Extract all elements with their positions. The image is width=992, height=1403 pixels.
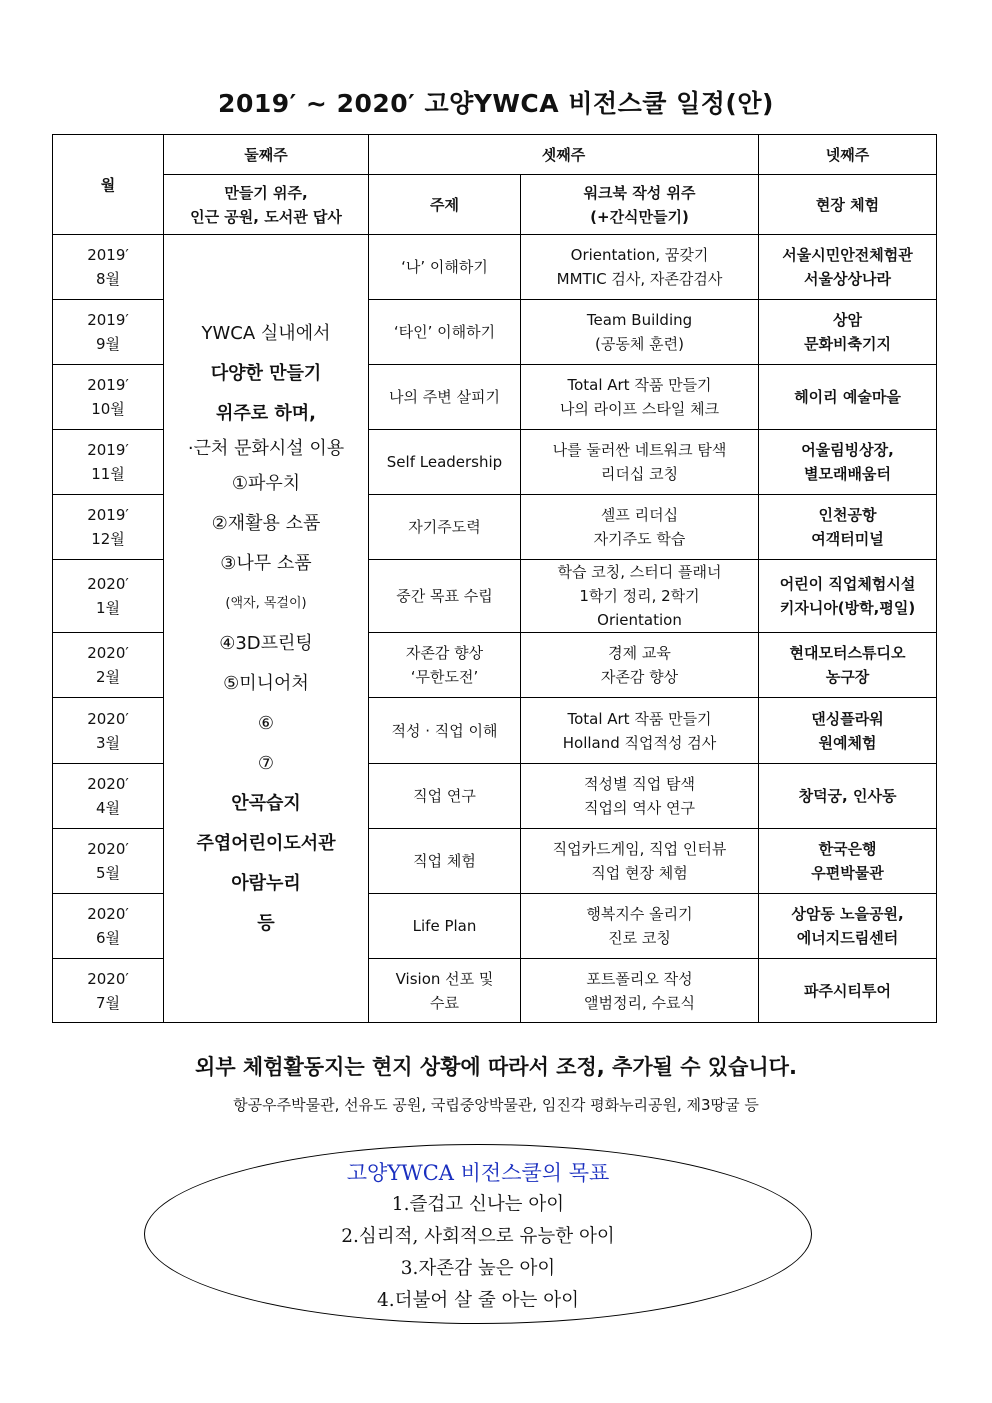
month-cell [53,698,164,764]
week2-content-line: ⑥ [257,712,275,734]
workbook-header-line: 워크북 작성 위주 [583,183,696,202]
week2-header: 둘째주 [164,135,369,175]
month-cell [53,764,164,829]
month-year: 2020′ [87,709,129,728]
workbook-line: 진로 코칭 [608,929,671,947]
workbook-line: Holland 직업적성 검사 [562,733,717,752]
month-year: 2019′ [87,506,129,524]
workbook-cell [521,633,759,698]
workbook-line: 1학기 정리, 2학기 [579,587,700,605]
field-cell [759,300,937,365]
month-year: 2020′ [87,575,129,593]
month-month: 11월 [91,465,125,483]
week4-header: 넷째주 [759,135,937,175]
field-line: 인천공항 [818,506,877,524]
field-line: 서울상상나라 [804,270,891,288]
month-year: 2019′ [87,441,129,459]
field-line: 헤이리 예술마을 [794,388,901,406]
topic-line: 직업 체험 [413,852,476,870]
field-header: 현장 체험 [759,175,937,235]
field-cell [759,764,937,829]
workbook-cell [521,430,759,495]
workbook-line: 셀프 리더십 [600,506,679,524]
field-line: 어울림빙상장, [801,441,894,459]
week2-content-line: ⑤미니어처 [223,672,309,694]
schedule-table [52,134,937,1023]
topic-cell [369,829,521,894]
topic-cell [369,235,521,300]
topic-line: Vision 선포 및 [395,969,494,988]
week2-content-line: 등 [257,912,275,934]
week3-header: 셋째주 [369,135,759,175]
field-line: 우편박물관 [811,864,884,882]
workbook-cell [521,235,759,300]
workbook-line: 자존감 향상 [600,668,679,686]
field-line: 파주시티투어 [804,981,891,1000]
week2-content-line: ①파우치 [231,472,301,494]
workbook-line: 포트폴리오 작성 [586,969,693,988]
week2-content-line: ②재활용 소품 [211,512,321,534]
month-year: 2020′ [87,905,129,923]
topic-line: 자존감 향상 [405,644,484,662]
month-cell [53,829,164,894]
week2-subheader-line: 만들기 위주, [224,183,308,202]
month-cell [53,235,164,300]
week2-content-line: 주엽어린이도서관 [196,832,336,854]
workbook-line: Total Art 작품 만들기 [567,709,712,728]
workbook-cell [521,829,759,894]
topic-line: 나의 주변 살피기 [389,388,500,406]
topic-cell [369,430,521,495]
workbook-cell [521,365,759,430]
week2-content-cell [164,235,369,1023]
month-cell [53,633,164,698]
field-line: 별모래배움터 [804,465,891,483]
week2-content-line: ③나무 소품 [220,552,312,574]
field-line: 키자니아(방학,평일) [779,599,916,617]
workbook-line: MMTIC 검사, 자존감검사 [556,270,723,288]
workbook-line: 나의 라이프 스타일 체크 [559,400,720,418]
month-month: 12월 [91,530,125,548]
topic-line: 적성 · 직업 이해 [391,721,498,740]
week2-content-line: 아람누리 [231,872,301,894]
topic-cell [369,633,521,698]
field-line: 에너지드림센터 [796,929,899,947]
field-line: 원예체험 [818,733,877,752]
workbook-cell [521,300,759,365]
field-cell [759,365,937,430]
week2-subheader [164,175,369,235]
goal-item: 2.심리적, 사회적으로 유능한 아이 [341,1226,615,1247]
topic-cell [369,495,521,560]
month-year: 2020′ [87,644,129,662]
field-cell [759,959,937,1023]
month-year: 2019′ [87,376,129,394]
topic-line: 자기주도력 [408,518,481,536]
month-cell [53,365,164,430]
goal-item: 4.더불어 살 줄 아는 아이 [376,1290,579,1311]
workbook-line: 직업 현장 체험 [591,864,688,882]
month-year: 2020′ [87,775,129,793]
field-cell [759,698,937,764]
workbook-line: Total Art 작품 만들기 [567,376,712,394]
workbook-line: 경제 교육 [608,644,671,662]
field-line: 어린이 직업체험시설 [779,575,916,593]
month-year: 2019′ [87,246,129,264]
field-line: 현대모터스튜디오 [789,644,906,662]
workbook-line: 리더십 코칭 [600,465,679,483]
goals-title: 고양YWCA 비전스쿨의 목표 [346,1161,610,1185]
month-cell [53,495,164,560]
week2-content-line: 다양한 만들기 [210,362,322,384]
month-month: 6월 [95,929,121,947]
topic-cell [369,894,521,959]
field-line: 상암동 노을공원, [791,905,904,923]
field-cell [759,430,937,495]
month-month: 9월 [95,335,121,353]
workbook-line: 학습 코칭, 스터디 플래너 [557,563,722,581]
month-month: 5월 [95,864,121,882]
workbook-line: Orientation, 꿈갖기 [570,246,709,264]
topic-line: Self Leadership [386,453,503,471]
topic-cell [369,300,521,365]
field-cell [759,633,937,698]
workbook-header [521,175,759,235]
workbook-line: 앨범정리, 수료식 [584,993,695,1012]
workbook-line: (공동체 훈련) [595,335,684,353]
month-month: 8월 [95,270,121,288]
topic-line: 중간 목표 수립 [396,587,493,605]
goal-item: 1.즐겁고 신나는 아이 [391,1194,565,1215]
month-header: 월 [53,135,164,235]
workbook-cell [521,560,759,633]
table-row [53,235,937,300]
topic-cell [369,764,521,829]
field-line: 상암 [833,311,862,329]
field-line: 댄싱플라워 [811,709,884,728]
topic-cell [369,698,521,764]
workbook-line: Team Building [586,311,693,329]
topic-line: 직업 연구 [413,787,476,805]
field-line: 문화비축기지 [804,335,891,353]
month-month: 4월 [95,799,121,817]
month-month: 10월 [91,400,125,418]
week2-subheader-line: 인근 공원, 도서관 답사 [190,207,342,226]
topic-line: ‘무한도전’ [410,668,479,686]
notice-text: 외부 체험활동지는 현지 상황에 따라서 조정, 추가될 수 있습니다. [195,1055,797,1079]
field-cell [759,560,937,633]
month-cell [53,430,164,495]
workbook-line: 자기주도 학습 [593,530,686,548]
week2-content-line: 안곡습지 [231,792,301,814]
month-cell [53,560,164,633]
workbook-line: 직업카드게임, 직업 인터뷰 [552,840,727,858]
topic-line: ‘나’ 이해하기 [401,258,488,276]
goals-oval [144,1144,812,1324]
topic-line: ‘타인’ 이해하기 [393,323,496,341]
week2-content-line: ⑦ [257,752,275,774]
month-month: 2월 [95,668,121,686]
month-cell [53,894,164,959]
topic-header: 주제 [369,175,521,235]
workbook-cell [521,495,759,560]
workbook-line: Orientation [597,611,682,629]
week2-content-line: ④3D프린팅 [219,632,313,654]
workbook-line: 행복지수 올리기 [586,905,693,923]
workbook-cell [521,764,759,829]
week2-content-line: (액자, 목걸이) [225,595,307,611]
week2-content-line: 위주로 하며, [215,402,317,424]
month-year: 2020′ [87,840,129,858]
field-line: 한국은행 [818,840,877,858]
week2-content-line: ·근처 문화시설 이용 [187,437,345,459]
goal-item: 3.자존감 높은 아이 [400,1258,556,1279]
topic-cell [369,959,521,1023]
month-cell [53,959,164,1023]
field-line: 여객터미널 [811,530,884,548]
topic-cell [369,560,521,633]
topic-cell [369,365,521,430]
topic-line: Life Plan [412,917,477,935]
field-line: 서울시민안전체험관 [782,246,913,264]
extra-places: 항공우주박물관, 선유도 공원, 국립중앙박물관, 임진각 평화누리공원, 제3땅굴 등 [233,1096,759,1114]
workbook-header-line: (+간식만들기) [590,207,689,226]
field-cell [759,894,937,959]
field-cell [759,829,937,894]
month-month: 1월 [95,599,121,617]
field-line: 농구장 [825,668,870,686]
page-title: 2019′ ~ 2020′ 고양YWCA 비전스쿨 일정(안) [218,89,774,118]
field-line: 창덕궁, 인사동 [798,787,897,805]
field-cell [759,235,937,300]
workbook-line: 나를 둘러싼 네트워크 탐색 [552,441,727,459]
month-year: 2019′ [87,311,129,329]
workbook-cell [521,959,759,1023]
month-cell [53,300,164,365]
field-cell [759,495,937,560]
workbook-line: 직업의 역사 연구 [584,799,695,817]
workbook-cell [521,698,759,764]
workbook-cell [521,894,759,959]
month-month: 3월 [95,733,121,752]
workbook-line: 적성별 직업 탐색 [584,775,695,793]
month-year: 2020′ [87,969,129,988]
topic-line: 수료 [430,993,459,1012]
month-month: 7월 [95,993,121,1012]
week2-content-line: YWCA 실내에서 [201,322,331,344]
